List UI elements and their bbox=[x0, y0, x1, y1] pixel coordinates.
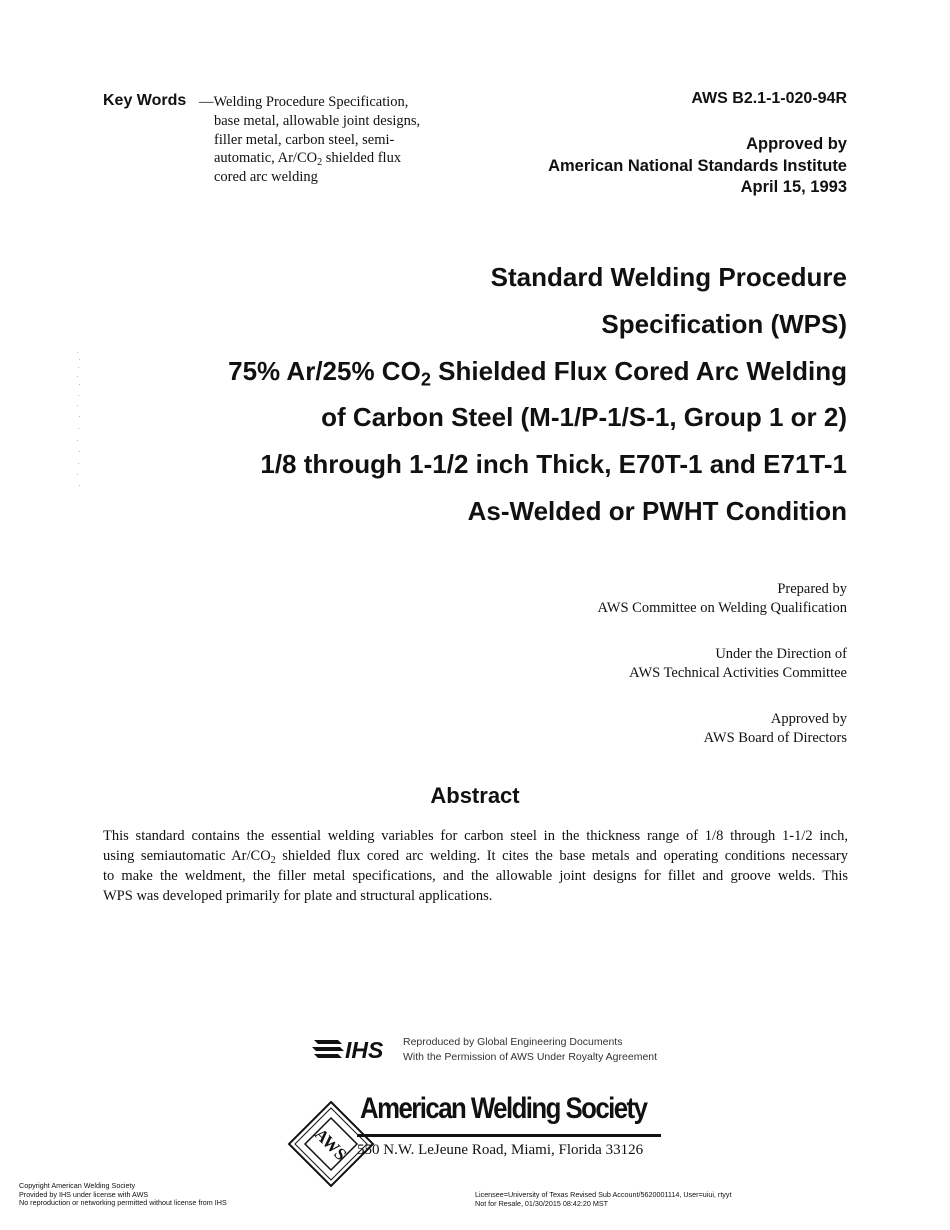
abstract-line: to make the weldment, the filler metal specifications, and the allowable joint designs for fillet and groove welds. This bbox=[103, 868, 848, 884]
keywords-line: filler metal, carbon steel, semi- bbox=[214, 131, 395, 148]
keywords-line: —Welding Procedure Specification, bbox=[199, 94, 409, 110]
keywords-line: cored arc welding bbox=[214, 169, 318, 186]
approval-date: April 15, 1993 bbox=[740, 178, 847, 196]
credit-approved bbox=[704, 710, 847, 748]
title-fragment: 75% Ar/25% CO bbox=[228, 355, 421, 386]
title-line bbox=[87, 348, 847, 395]
title-fragment: Shielded Flux Cored Arc Welding bbox=[430, 355, 847, 386]
keywords-line: base metal, allowable joint designs, bbox=[214, 112, 421, 129]
aws-address: 550 N.W. LeJeune Road, Miami, Florida 33126 bbox=[357, 1142, 644, 1158]
scan-speckle bbox=[76, 350, 82, 490]
footer-line: Licensee=University of Texas Revised Sub Account/5620001114, User=uiui, rtyyt bbox=[475, 1190, 732, 1199]
credit-role: Under the Direction of bbox=[715, 646, 847, 662]
keywords-subscript: 2 bbox=[317, 157, 323, 169]
credit-direction bbox=[629, 645, 847, 683]
title-line: As-Welded or PWHT Condition bbox=[467, 495, 847, 526]
approval-block bbox=[548, 134, 847, 199]
aws-organization-name: American Welding Society bbox=[360, 1092, 647, 1125]
ihs-logo-text: IHS bbox=[345, 1037, 384, 1062]
aws-logo-text: AWS bbox=[310, 1124, 351, 1165]
aws-divider bbox=[357, 1134, 661, 1137]
footer-line: Copyright American Welding Society bbox=[19, 1181, 136, 1190]
title-subscript: 2 bbox=[420, 369, 431, 390]
title-line: Specification (WPS) bbox=[601, 308, 847, 339]
document-title bbox=[87, 254, 847, 535]
abstract-line bbox=[103, 846, 848, 866]
ihs-notice-line: Reproduced by Global Engineering Documents bbox=[403, 1036, 623, 1048]
credit-name: AWS Committee on Welding Qualification bbox=[597, 599, 847, 616]
credit-prepared bbox=[597, 580, 847, 618]
footer-line: Not for Resale, 01/30/2015 08:42:20 MST bbox=[475, 1198, 609, 1208]
keywords-fragment: automatic, Ar/CO bbox=[214, 150, 318, 167]
document-number: AWS B2.1-1-020-94R bbox=[691, 90, 847, 107]
keywords-text bbox=[199, 93, 420, 187]
title-line: of Carbon Steel (M-1/P-1/S-1, Group 1 or 2) bbox=[321, 402, 847, 433]
footer-copyright bbox=[19, 1182, 227, 1208]
footer-line: Provided by IHS under license with AWS bbox=[19, 1189, 149, 1199]
credit-role: Approved by bbox=[770, 711, 847, 727]
credit-name: AWS Board of Directors bbox=[703, 729, 847, 746]
approval-line: Approved by bbox=[746, 135, 847, 153]
title-line: Standard Welding Procedure bbox=[490, 262, 847, 292]
credit-name: AWS Technical Activities Committee bbox=[629, 664, 847, 681]
abstract-line: This standard contains the essential welding variables for carbon steel in the thickness range of 1/8 through 1-1/2 inch, bbox=[103, 828, 848, 844]
credit-role: Prepared by bbox=[777, 581, 847, 597]
keywords-fragment: shielded flux bbox=[322, 150, 402, 167]
abstract-heading: Abstract bbox=[430, 783, 520, 808]
abstract-line: WPS was developed primarily for plate and structural applications. bbox=[103, 888, 493, 904]
keywords-label: Key Words bbox=[103, 92, 187, 109]
footer-license bbox=[475, 1191, 732, 1208]
footer-line: No reproduction or networking permitted without license from IHS bbox=[19, 1198, 227, 1208]
title-line: 1/8 through 1-1/2 inch Thick, E70T-1 and E71T-1 bbox=[260, 449, 847, 480]
abstract-subscript: 2 bbox=[270, 855, 276, 867]
abstract-fragment: shielded flux cored arc welding. It cites the base metals and operating conditions necessary bbox=[275, 848, 848, 864]
approval-line: American National Standards Institute bbox=[548, 156, 847, 175]
abstract-body bbox=[103, 826, 848, 906]
ihs-notice bbox=[403, 1035, 657, 1065]
ihs-notice-line: With the Permission of AWS Under Royalty Agreement bbox=[403, 1051, 658, 1063]
keywords-line bbox=[199, 149, 420, 168]
ihs-logo-icon bbox=[312, 1036, 398, 1062]
abstract-fragment: using semiautomatic Ar/CO bbox=[103, 848, 271, 864]
